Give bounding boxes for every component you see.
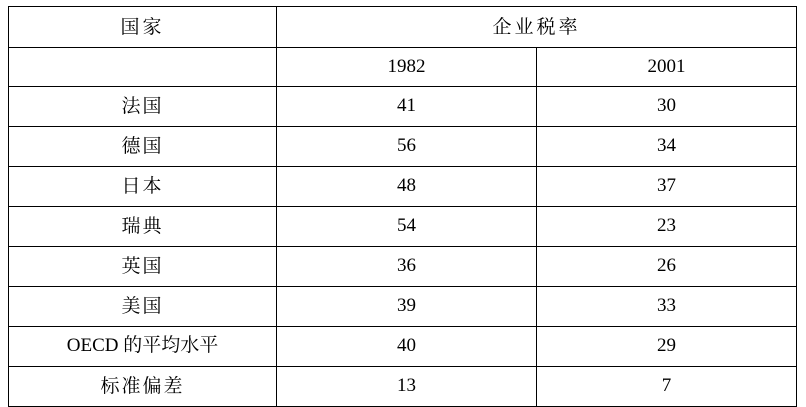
row-value-1982: 36 [277, 247, 537, 287]
header-year-1982: 1982 [277, 48, 537, 87]
row-value-2001: 33 [537, 287, 797, 327]
year-row-blank-cell [9, 48, 277, 87]
corporate-tax-rate-table [8, 6, 797, 407]
header-year-2001: 2001 [537, 48, 797, 87]
table-row [9, 127, 797, 167]
table-row [9, 167, 797, 207]
row-country: 英国 [9, 247, 277, 287]
row-value-1982: 39 [277, 287, 537, 327]
row-country: 日本 [9, 167, 277, 207]
table-row [9, 287, 797, 327]
table-row [9, 367, 797, 407]
table-row [9, 87, 797, 127]
row-value-2001: 30 [537, 87, 797, 127]
table-header-row [9, 7, 797, 48]
header-country: 国家 [9, 7, 277, 48]
table-row [9, 207, 797, 247]
row-value-1982: 54 [277, 207, 537, 247]
row-country: 美国 [9, 287, 277, 327]
row-value-2001: 37 [537, 167, 797, 207]
row-value-1982: 13 [277, 367, 537, 407]
table-row [9, 247, 797, 287]
header-tax-rate: 企业税率 [277, 7, 797, 48]
row-country: 德国 [9, 127, 277, 167]
table-year-row [9, 48, 797, 87]
row-country: 法国 [9, 87, 277, 127]
row-value-1982: 40 [277, 327, 537, 367]
row-value-1982: 56 [277, 127, 537, 167]
row-value-2001: 29 [537, 327, 797, 367]
table-row [9, 327, 797, 367]
row-value-2001: 23 [537, 207, 797, 247]
row-value-1982: 48 [277, 167, 537, 207]
row-country: 瑞典 [9, 207, 277, 247]
row-value-2001: 7 [537, 367, 797, 407]
row-value-1982: 41 [277, 87, 537, 127]
row-country: OECD 的平均水平 [9, 327, 277, 367]
row-country: 标准偏差 [9, 367, 277, 407]
row-value-2001: 26 [537, 247, 797, 287]
row-value-2001: 34 [537, 127, 797, 167]
